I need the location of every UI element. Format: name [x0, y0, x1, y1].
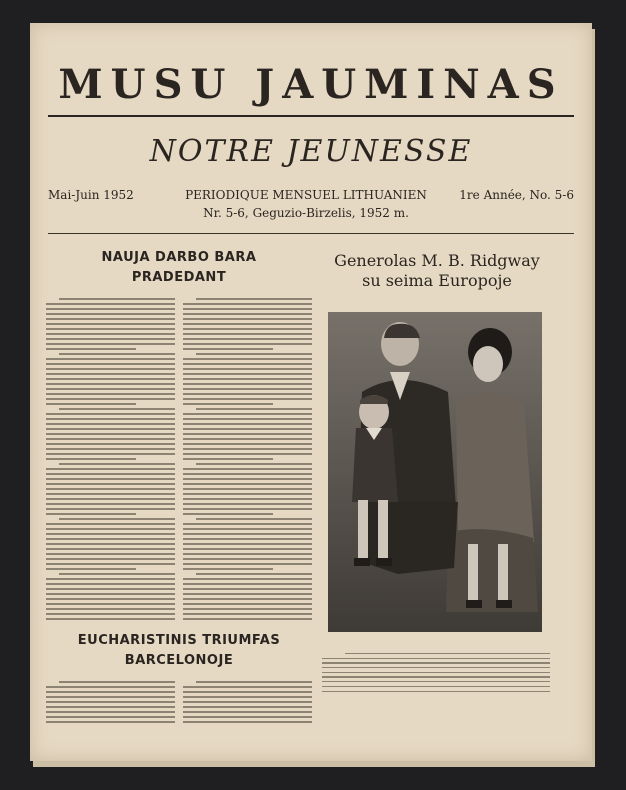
illegible-text-line [183, 438, 312, 440]
illegible-text-line [46, 533, 175, 535]
illegible-text-line [322, 658, 550, 659]
illegible-text-line [183, 608, 312, 610]
illegible-text-line [46, 701, 175, 703]
illegible-text-line [183, 338, 312, 340]
illegible-text-line [183, 498, 312, 500]
illegible-text-line [46, 338, 175, 340]
lead-article [46, 248, 312, 726]
illegible-text-line [46, 413, 175, 415]
illegible-text-line [46, 503, 175, 505]
illegible-text-line [183, 368, 312, 370]
photo-headline [328, 251, 546, 291]
illegible-text-line [183, 603, 312, 605]
masthead-subtitle: NOTRE JEUNESSE [149, 134, 473, 169]
illegible-text-line [183, 383, 312, 385]
illegible-text-line [183, 706, 312, 708]
illegible-text-line [46, 438, 175, 440]
illegible-text-line [46, 318, 175, 320]
illegible-text-line [183, 593, 312, 595]
illegible-text-line [59, 353, 175, 355]
illegible-text-line [46, 428, 175, 430]
illegible-text-line [183, 378, 312, 380]
illegible-text-line [183, 513, 273, 515]
illegible-text-line [46, 598, 175, 600]
illegible-text-line [183, 583, 312, 585]
illegible-text-line [183, 701, 312, 703]
illegible-text-line [183, 318, 312, 320]
illegible-text-line [322, 667, 550, 668]
newspaper-page [30, 23, 592, 761]
illegible-text-line [183, 358, 312, 360]
illegible-text-line [183, 323, 312, 325]
illegible-text-line [183, 363, 312, 365]
illegible-text-line [183, 523, 312, 525]
illegible-text-line [46, 308, 175, 310]
illegible-text-line [183, 468, 312, 470]
illegible-text-line [183, 448, 312, 450]
body-column-right [183, 298, 312, 623]
photo-title-line1: Generolas M. B. Ridgway [334, 251, 540, 270]
family-photo-illustration [328, 312, 542, 632]
illegible-text-line [46, 488, 175, 490]
illegible-text-line [46, 303, 175, 305]
illegible-text-line [183, 618, 312, 620]
illegible-text-line [196, 408, 312, 410]
illegible-text-line [196, 298, 312, 300]
illegible-text-line [59, 298, 175, 300]
illegible-text-line [183, 548, 312, 550]
illegible-text-line [46, 538, 175, 540]
photo-caption [322, 653, 550, 695]
illegible-text-line [183, 453, 312, 455]
issue-number-lt: Nr. 5-6, Geguzio-Birzelis, 1952 m. [203, 206, 409, 220]
illegible-text-line [46, 478, 175, 480]
illegible-text-line [183, 613, 312, 615]
illegible-text-line [196, 518, 312, 520]
illegible-text-line [46, 528, 175, 530]
illegible-text-line [183, 443, 312, 445]
illegible-text-line [46, 711, 175, 713]
illegible-text-line [183, 503, 312, 505]
illegible-text-line [46, 493, 175, 495]
illegible-text-line [183, 433, 312, 435]
illegible-text-line [46, 523, 175, 525]
illegible-text-line [46, 443, 175, 445]
illegible-text-line [46, 613, 175, 615]
illegible-text-line [46, 473, 175, 475]
illegible-text-line [183, 333, 312, 335]
illegible-text-line [46, 328, 175, 330]
illegible-text-line [46, 578, 175, 580]
illegible-text-line [46, 558, 175, 560]
issue-date: Mai-Juin 1952 [48, 188, 134, 202]
illegible-text-line [46, 403, 136, 405]
illegible-text-line [183, 388, 312, 390]
illegible-text-line [46, 686, 175, 688]
illegible-text-line [46, 423, 175, 425]
illegible-text-line [59, 463, 175, 465]
illegible-text-line [183, 588, 312, 590]
illegible-text-line [46, 358, 175, 360]
illegible-text-line [183, 483, 312, 485]
illegible-text-line [196, 573, 312, 575]
illegible-text-line [46, 453, 175, 455]
illegible-text-line [46, 373, 175, 375]
illegible-text-line [322, 676, 550, 677]
illegible-text-line [46, 333, 175, 335]
issue-number: 1re Année, No. 5-6 [459, 188, 574, 202]
illegible-text-line [183, 553, 312, 555]
illegible-text-line [183, 308, 312, 310]
illegible-text-line [183, 543, 312, 545]
illegible-text-line [322, 681, 550, 682]
illegible-text-line [183, 313, 312, 315]
illegible-text-line [183, 493, 312, 495]
illegible-text-line [46, 563, 175, 565]
header-rule [48, 233, 574, 234]
illegible-text-line [183, 413, 312, 415]
illegible-text-line [183, 393, 312, 395]
illegible-text-line [183, 508, 312, 510]
illegible-text-line [183, 533, 312, 535]
illegible-text-line [46, 548, 175, 550]
illegible-text-line [183, 716, 312, 718]
illegible-text-line [46, 543, 175, 545]
illegible-text-line [345, 653, 550, 654]
illegible-text-line [46, 458, 136, 460]
illegible-text-line [196, 463, 312, 465]
illegible-text-line [183, 398, 312, 400]
illegible-text-line [46, 583, 175, 585]
masthead-title: MUSU JAUMINAS [58, 61, 564, 108]
illegible-text-line [46, 468, 175, 470]
illegible-text-line [46, 568, 136, 570]
illegible-text-line [46, 608, 175, 610]
illegible-text-line [59, 681, 175, 683]
illegible-text-line [46, 603, 175, 605]
illegible-text-line [59, 518, 175, 520]
illegible-text-line [183, 418, 312, 420]
illegible-text-line [46, 323, 175, 325]
illegible-text-line [183, 558, 312, 560]
illegible-text-line [183, 711, 312, 713]
illegible-text-line [183, 528, 312, 530]
illegible-text-line [322, 686, 550, 687]
illegible-text-line [46, 313, 175, 315]
lead-article-body [46, 298, 312, 623]
illegible-text-line [183, 458, 273, 460]
illegible-text-line [183, 473, 312, 475]
illegible-text-line [196, 681, 312, 683]
illegible-text-line [46, 721, 175, 723]
illegible-text-line [46, 553, 175, 555]
illegible-text-line [59, 408, 175, 410]
second-body-column-right [183, 681, 312, 726]
illegible-text-line [183, 403, 273, 405]
illegible-text-line [183, 328, 312, 330]
illegible-text-line [46, 378, 175, 380]
illegible-text-line [46, 588, 175, 590]
photo-title-line2: su seima Europoje [362, 271, 512, 290]
illegible-text-line [59, 573, 175, 575]
second-headline-line1: EUCHARISTINIS TRIUMFAS [77, 633, 281, 648]
lead-headline-line2: PRADEDANT [131, 270, 227, 285]
illegible-text-line [183, 691, 312, 693]
illegible-text-line [46, 388, 175, 390]
illegible-text-line [183, 686, 312, 688]
second-article-body [46, 681, 312, 726]
illegible-text-line [46, 508, 175, 510]
illegible-text-line [183, 303, 312, 305]
illegible-text-line [46, 343, 175, 345]
illegible-text-line [46, 448, 175, 450]
illegible-text-line [46, 513, 136, 515]
illegible-text-line [183, 348, 273, 350]
illegible-text-line [46, 348, 136, 350]
illegible-text-line [46, 398, 175, 400]
illegible-text-line [46, 618, 175, 620]
illegible-text-line [183, 373, 312, 375]
body-column-left [46, 298, 175, 623]
illegible-text-line [46, 383, 175, 385]
illegible-text-line [46, 433, 175, 435]
illegible-text-line [183, 721, 312, 723]
second-headline-line2: BARCELONOJE [124, 653, 234, 668]
lead-headline-line1: NAUJA DARBO BARA [101, 250, 257, 265]
illegible-text-line [183, 478, 312, 480]
lead-headline [46, 248, 312, 288]
illegible-text-line [183, 568, 273, 570]
second-body-column-left [46, 681, 175, 726]
illegible-text-line [46, 691, 175, 693]
illegible-text-line [46, 483, 175, 485]
illegible-text-line [322, 662, 550, 663]
illegible-text-line [46, 363, 175, 365]
periodical-description: PERIODIQUE MENSUEL LITHUANIEN [185, 188, 427, 202]
illegible-text-line [183, 428, 312, 430]
illegible-text-line [183, 696, 312, 698]
illegible-text-line [322, 691, 550, 692]
illegible-text-line [46, 593, 175, 595]
second-headline [46, 631, 312, 671]
illegible-text-line [46, 368, 175, 370]
illegible-text-line [322, 672, 550, 673]
illegible-text-line [46, 498, 175, 500]
illegible-text-line [46, 393, 175, 395]
family-photo [328, 312, 542, 632]
illegible-text-line [196, 353, 312, 355]
illegible-text-line [183, 538, 312, 540]
masthead-rule [48, 115, 574, 117]
illegible-text-line [46, 696, 175, 698]
illegible-text-line [46, 716, 175, 718]
illegible-text-line [46, 706, 175, 708]
illegible-text-line [183, 423, 312, 425]
illegible-text-line [183, 598, 312, 600]
illegible-text-line [183, 563, 312, 565]
illegible-text-line [183, 343, 312, 345]
illegible-text-line [46, 418, 175, 420]
illegible-text-line [183, 578, 312, 580]
illegible-text-line [183, 488, 312, 490]
